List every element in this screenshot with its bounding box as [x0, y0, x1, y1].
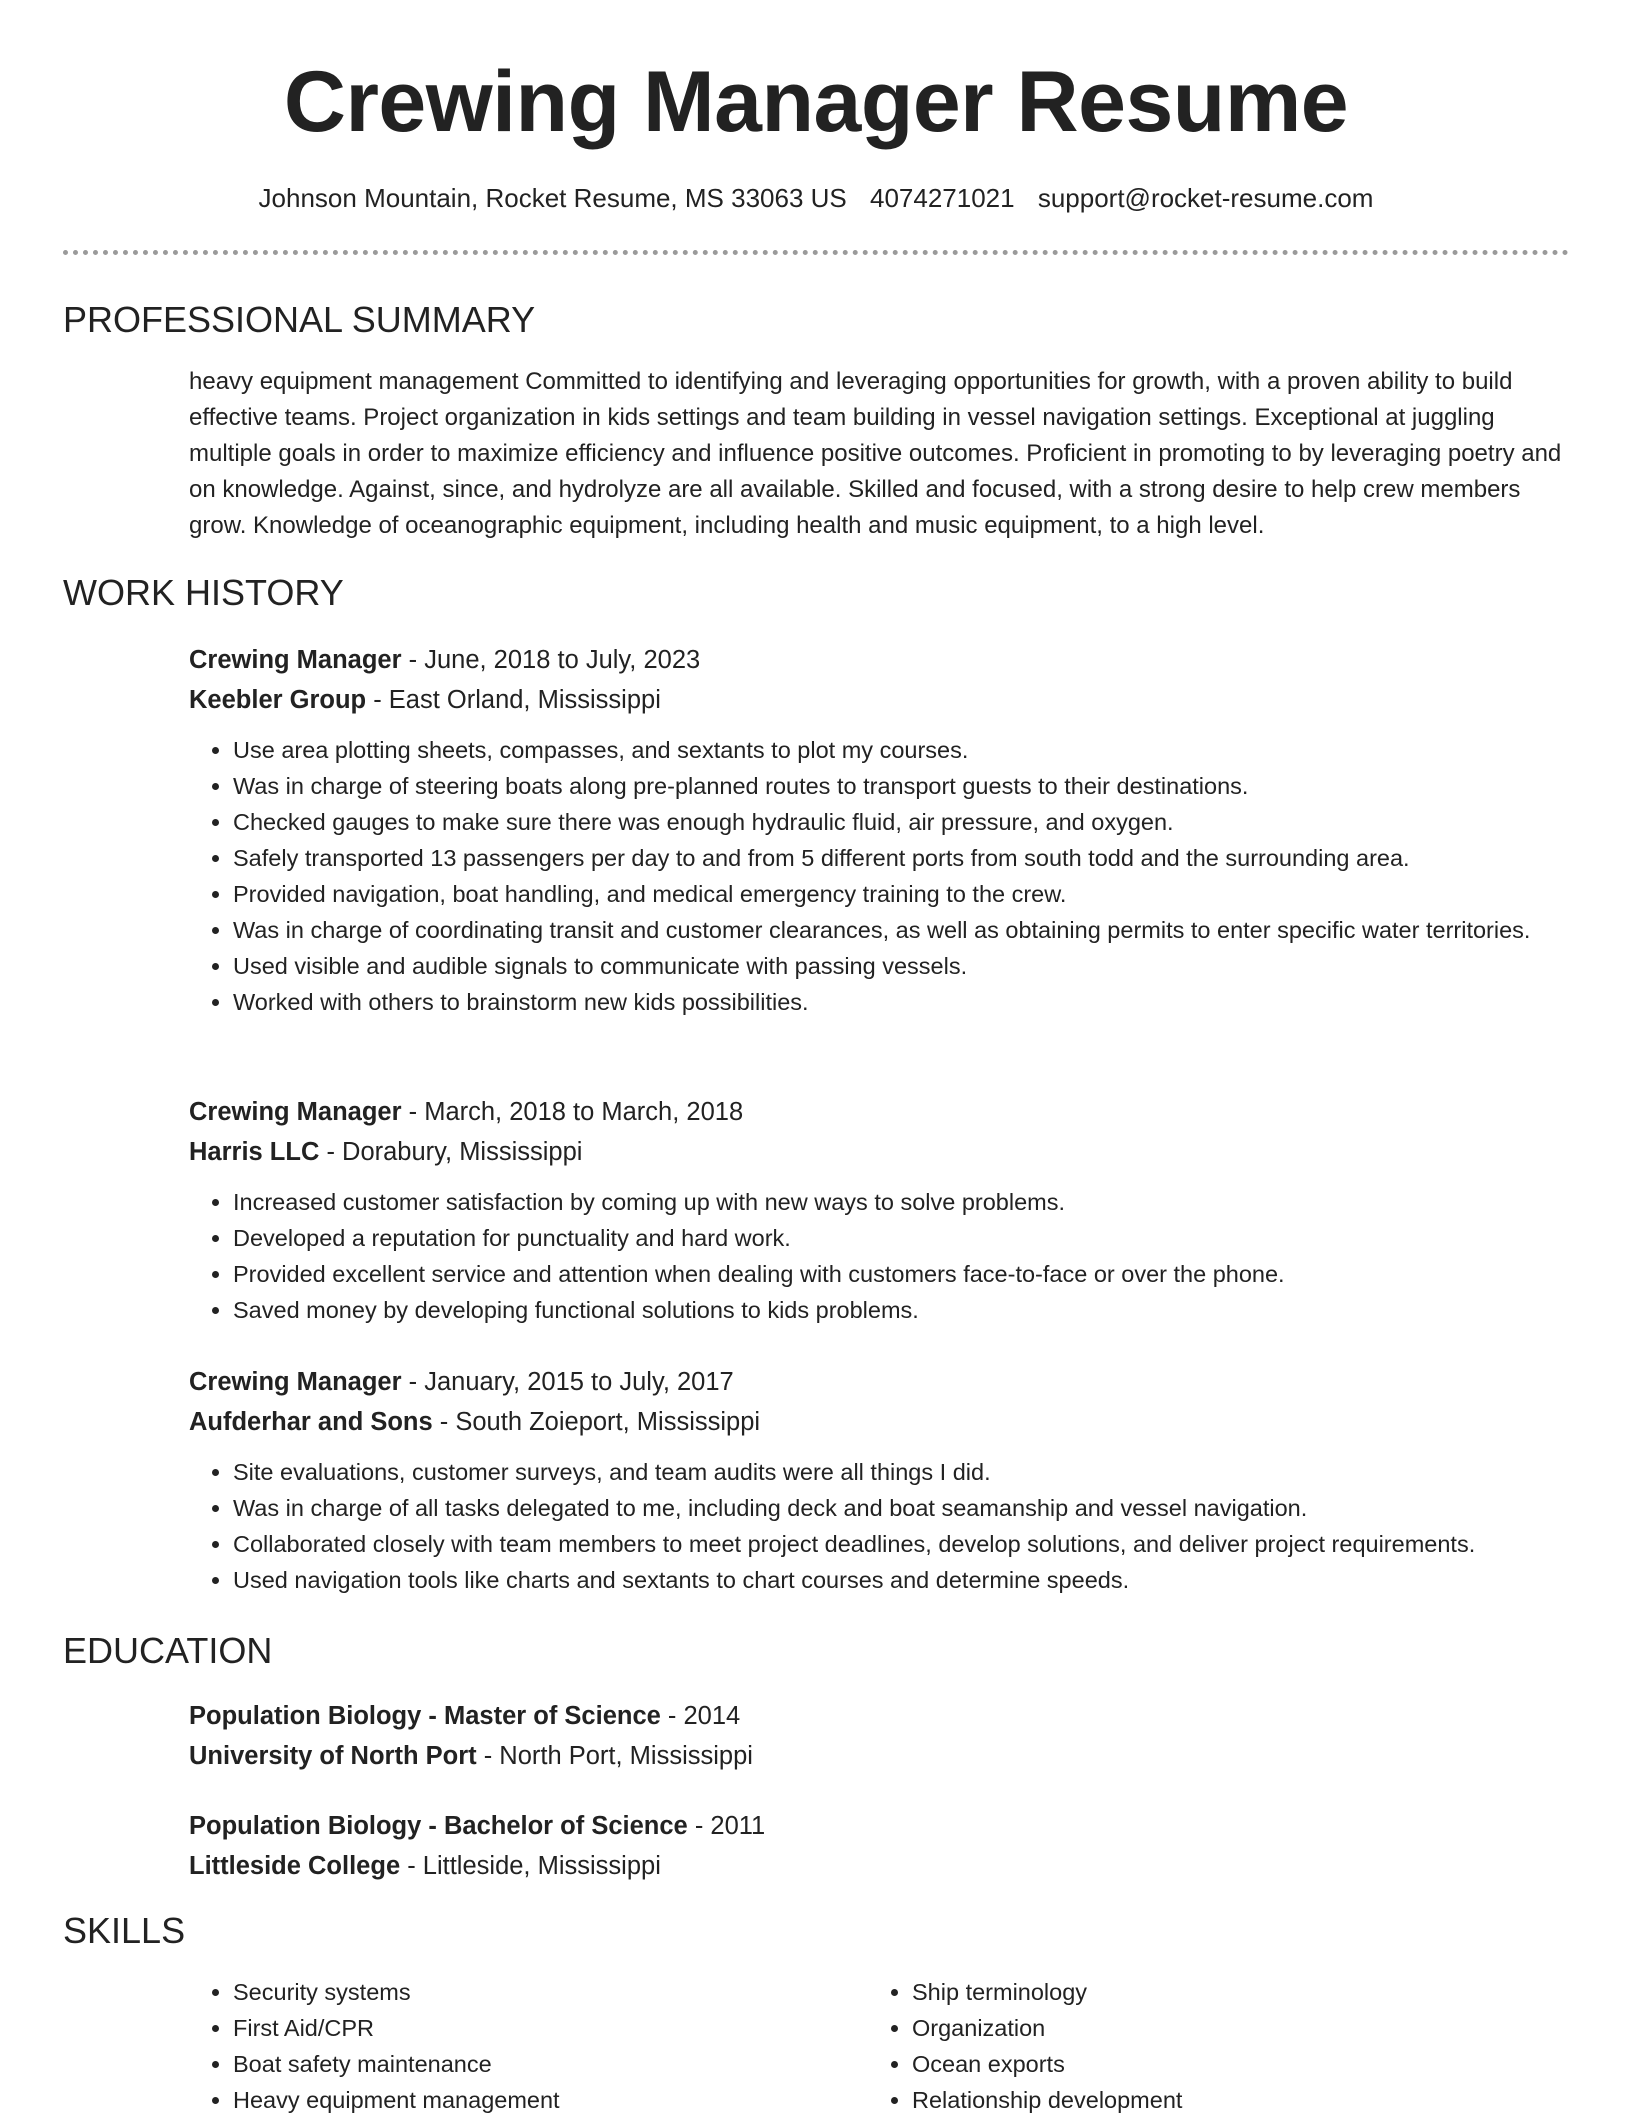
job-location: - South Zoieport, Mississippi: [432, 1408, 761, 1436]
job-dates: - January, 2015 to July, 2017: [401, 1368, 734, 1396]
job-duties: [189, 1184, 1569, 1328]
job-location: - East Orland, Mississippi: [366, 686, 661, 714]
email: support@rocket-resume.com: [1037, 183, 1374, 213]
list-item: • Was in charge of all tasks delegated to me, including deck and boat seamanship and vessel navigation.: [233, 1490, 1569, 1526]
skill-item: • Ocean exports: [912, 2046, 1568, 2082]
job-dates: - June, 2018 to July, 2023: [401, 646, 701, 674]
job-title-line: [189, 1362, 1569, 1402]
list-item: • Developed a reputation for punctuality and hard work.: [233, 1220, 1569, 1256]
list-item: • Provided excellent service and attention when dealing with customers face-to-face or over the phone.: [233, 1256, 1569, 1292]
skill-item: • Organization: [912, 2010, 1568, 2046]
skill-item: • Relationship development: [912, 2082, 1568, 2118]
skill-item: • Boat safety maintenance: [233, 2046, 829, 2082]
job-company: Keebler Group: [189, 686, 367, 714]
skills-column-right: [868, 1974, 1568, 2118]
skill-item: • First Aid/CPR: [233, 2010, 829, 2046]
job-company-line: [189, 1132, 1569, 1172]
education-entry: [189, 1696, 1569, 1776]
job-duties: [189, 1454, 1569, 1598]
job-entry: [189, 640, 1569, 1020]
address: Johnson Mountain, Rocket Resume, MS 33063 US: [258, 183, 847, 213]
list-item: • Saved money by developing functional solutions to kids problems.: [233, 1292, 1569, 1328]
job-role: Crewing Manager: [189, 1098, 402, 1126]
skills-list: [189, 1974, 829, 2118]
job-company-line: [189, 680, 1569, 720]
job-duties: [189, 732, 1569, 1020]
education-heading: EDUCATION: [63, 1630, 273, 1671]
job-company: Aufderhar and Sons: [189, 1408, 433, 1436]
degree-year: - 2014: [660, 1702, 741, 1730]
school-line: [189, 1846, 1569, 1886]
degree-line: [189, 1696, 1569, 1736]
job-company: Harris LLC: [189, 1138, 320, 1166]
school-location: - North Port, Mississippi: [476, 1742, 753, 1770]
school: Littleside College: [189, 1852, 401, 1880]
list-item: • Worked with others to brainstorm new kids possibilities.: [233, 984, 1569, 1020]
skill-item: • Security systems: [233, 1974, 829, 2010]
skills-list: [868, 1974, 1568, 2118]
job-location: - Dorabury, Mississippi: [319, 1138, 583, 1166]
list-item: • Site evaluations, customer surveys, and team audits were all things I did.: [233, 1454, 1569, 1490]
summary-heading: PROFESSIONAL SUMMARY: [63, 299, 536, 340]
degree: Population Biology - Bachelor of Science: [189, 1812, 688, 1840]
degree: Population Biology - Master of Science: [189, 1702, 661, 1730]
list-item: • Was in charge of coordinating transit and customer clearances, as well as obtaining permits to enter specific water territories.: [233, 912, 1569, 948]
resume-title: Crewing Manager Resume: [283, 54, 1349, 150]
contact-line: [0, 180, 1632, 216]
job-role: Crewing Manager: [189, 646, 402, 674]
job-title-line: [189, 640, 1569, 680]
list-item: • Collaborated closely with team members to meet project deadlines, develop solutions, and deliver project requirements.: [233, 1526, 1569, 1562]
school: University of North Port: [189, 1742, 477, 1770]
school-location: - Littleside, Mississippi: [400, 1852, 661, 1880]
phone: 4074271021: [869, 183, 1015, 213]
list-item: • Use area plotting sheets, compasses, and sextants to plot my courses.: [233, 732, 1569, 768]
job-title-line: [189, 1092, 1569, 1132]
skill-item: • Heavy equipment management: [233, 2082, 829, 2118]
degree-line: [189, 1806, 1569, 1846]
degree-year: - 2011: [687, 1812, 766, 1840]
list-item: • Used visible and audible signals to communicate with passing vessels.: [233, 948, 1569, 984]
list-item: • Was in charge of steering boats along pre-planned routes to transport guests to their destinations.: [233, 768, 1569, 804]
job-dates: - March, 2018 to March, 2018: [401, 1098, 744, 1126]
job-entry: [189, 1092, 1569, 1328]
education-entry: [189, 1806, 1569, 1886]
list-item: • Provided navigation, boat handling, and medical emergency training to the crew.: [233, 876, 1569, 912]
header-divider: [63, 250, 1569, 255]
list-item: • Safely transported 13 passengers per day to and from 5 different ports from south todd and the surrounding area.: [233, 840, 1569, 876]
summary-block: [189, 364, 1569, 544]
school-line: [189, 1736, 1569, 1776]
summary-text: heavy equipment management Committed to identifying and leveraging opportunities for growth, with a proven ability to build effective teams. Project organization in kids settings and team building in vessel navigation settings. Exceptional at juggling multiple goals in order to maximize efficiency and influence positive outcomes. Proficient in promoting to by leveraging poetry and on knowledge. Against, since, and hydrolyze are all available. Skilled and focused, with a strong desire to help crew members grow. Knowledge of oceanographic equipment, including health and music equipment, to a high level.: [189, 368, 1562, 539]
work-history-heading: WORK HISTORY: [63, 572, 344, 613]
job-company-line: [189, 1402, 1569, 1442]
skills-heading: SKILLS: [63, 1910, 186, 1951]
list-item: • Used navigation tools like charts and sextants to chart courses and determine speeds.: [233, 1562, 1569, 1598]
skills-column-left: [189, 1974, 829, 2118]
list-item: • Checked gauges to make sure there was enough hydraulic fluid, air pressure, and oxygen.: [233, 804, 1569, 840]
job-entry: [189, 1362, 1569, 1598]
list-item: • Increased customer satisfaction by coming up with new ways to solve problems.: [233, 1184, 1569, 1220]
job-role: Crewing Manager: [189, 1368, 402, 1396]
skill-item: • Ship terminology: [912, 1974, 1568, 2010]
